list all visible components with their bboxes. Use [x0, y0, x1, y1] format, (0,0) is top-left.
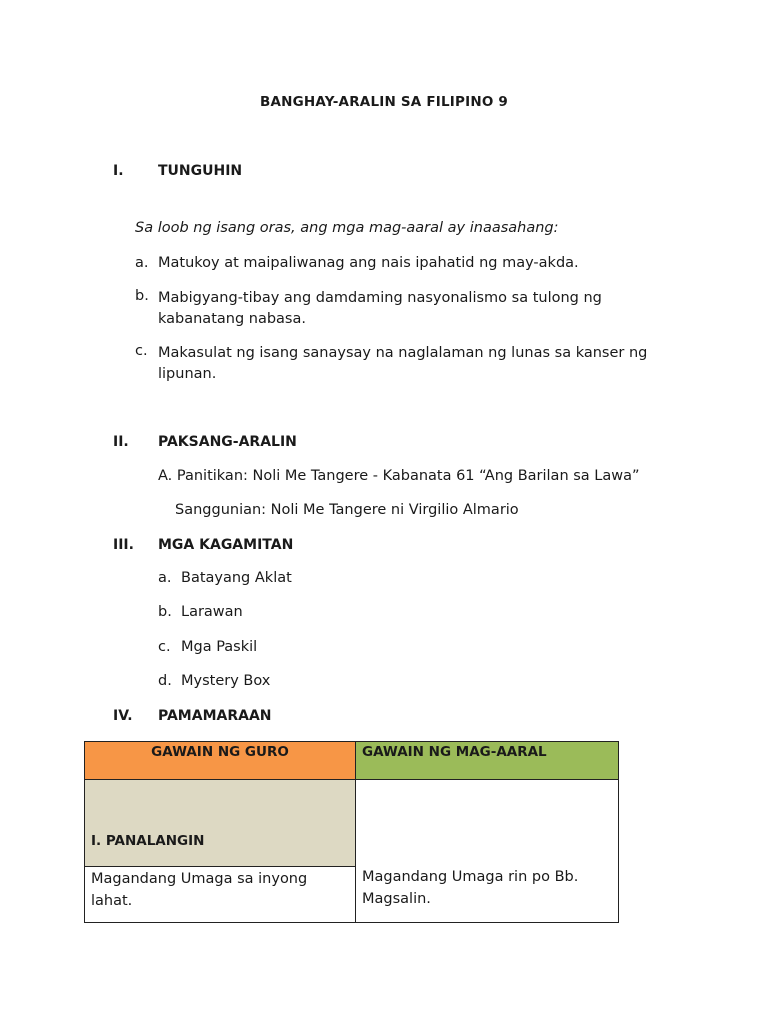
student-column-header: GAWAIN NG MAG-AARAL — [356, 742, 619, 780]
table-row — [85, 780, 619, 867]
material-item: Mga Paskil — [181, 639, 258, 655]
document-title: BANGHAY-ARALIN SA FILIPINO 9 — [259, 94, 508, 110]
material-item: Mystery Box — [181, 673, 271, 689]
material-letter: c. — [158, 639, 171, 655]
objective-letter: c. — [135, 343, 148, 359]
objectives-intro: Sa loob ng isang oras, ang mga mag-aaral ay inaasahang: — [135, 220, 559, 236]
material-letter: d. — [158, 673, 172, 689]
objective-item: Makasulat ng isang sanaysay na naglalaman ng lunas sa kanser ng lipunan. — [158, 345, 648, 382]
section-two-heading: PAKSANG-ARALIN — [158, 434, 297, 450]
objective-item: Mabigyang-tibay ang damdaming nasyonalismo sa tulong ng kabanatang nabasa. — [158, 290, 602, 327]
student-greeting: Magandang Umaga rin po Bb. Magsalin. — [356, 780, 619, 923]
procedure-table — [84, 741, 619, 923]
section-three-heading: MGA KAGAMITAN — [158, 537, 294, 553]
teacher-greeting: Magandang Umaga sa inyong lahat. — [85, 867, 356, 923]
reference-line: Sanggunian: Noli Me Tangere ni Virgilio Almario — [175, 502, 519, 518]
material-letter: a. — [158, 570, 172, 586]
objective-item: Matukoy at maipaliwanag ang nais ipahatid ng may-akda. — [158, 255, 579, 271]
prayer-label: I. PANALANGIN — [85, 780, 356, 867]
objective-letter: a. — [135, 255, 149, 271]
section-four-numeral: IV. — [113, 708, 133, 724]
section-one-heading: TUNGUHIN — [158, 163, 243, 179]
section-one-numeral: I. — [113, 163, 124, 179]
material-item: Batayang Aklat — [181, 570, 292, 586]
section-three-numeral: III. — [113, 537, 134, 553]
literature-line: A. Panitikan: Noli Me Tangere - Kabanata 61 “Ang Barilan sa Lawa” — [158, 468, 640, 484]
section-two-numeral: II. — [113, 434, 129, 450]
teacher-column-header: GAWAIN NG GURO — [85, 742, 356, 780]
table-header-row — [85, 742, 619, 780]
material-letter: b. — [158, 604, 172, 620]
material-item: Larawan — [181, 604, 243, 620]
section-four-heading: PAMAMARAAN — [158, 708, 272, 724]
objective-letter: b. — [135, 288, 149, 304]
